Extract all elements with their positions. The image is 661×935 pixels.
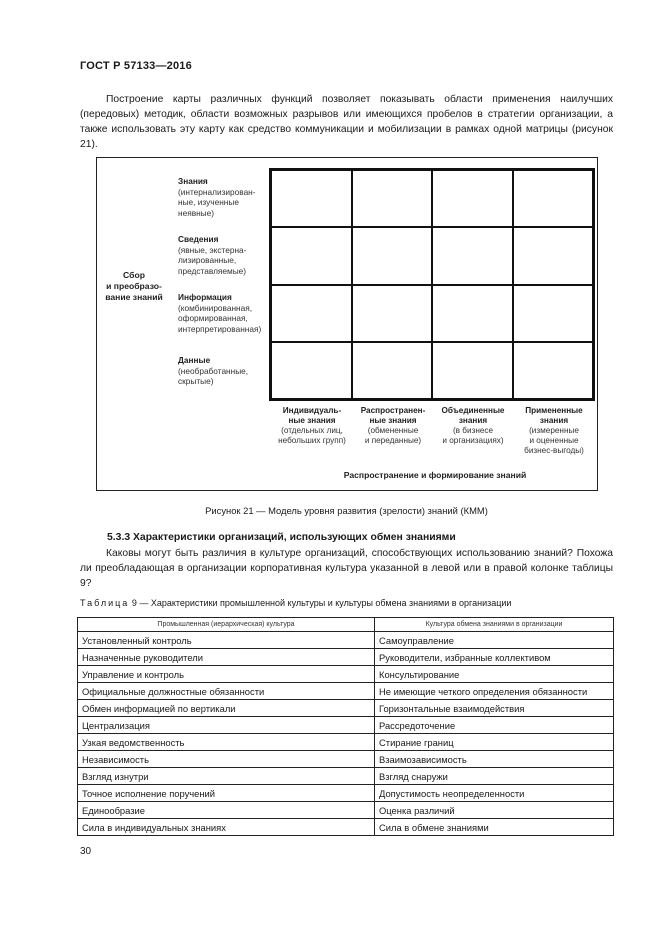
table-cell: Точное исполнение поручений — [78, 785, 375, 802]
table-cell: Взгляд изнутри — [78, 768, 375, 785]
table-cell: Установленный контроль — [78, 632, 375, 649]
row-label-information: Информация (комбинированная, оформированная, интерпретированная) — [178, 292, 262, 334]
grid-cell — [513, 170, 594, 227]
table-cell: Централизация — [78, 717, 375, 734]
grid-cell — [513, 285, 594, 342]
table-cell: Сила в обмене знаниями — [375, 819, 614, 836]
table-row — [78, 734, 614, 751]
table-row — [78, 802, 614, 819]
table-cell: Допустимость неопределенности — [375, 785, 614, 802]
maturity-grid — [269, 168, 595, 401]
col-label-combined: Объединенные знания (в бизнесе и организациях) — [441, 406, 505, 445]
table-row — [78, 666, 614, 683]
table-row — [78, 649, 614, 666]
table-cell: Независимость — [78, 751, 375, 768]
table-cell: Назначенные руководители — [78, 649, 375, 666]
figure-bottom-axis-label: Распространение и формирование знаний — [343, 470, 527, 480]
grid-cell — [513, 342, 594, 399]
row-label-knowledge: Знания (интернализирован- ные, изученные неявные) — [178, 176, 256, 218]
row-label-data: Данные (необработанные, скрытые) — [178, 355, 249, 386]
col-label-distributed: Распространен- ные знания (обмененные и переданные) — [360, 406, 426, 445]
grid-cell — [271, 342, 352, 399]
table-row — [78, 632, 614, 649]
table-cell: Руководители, избранные коллективом — [375, 649, 614, 666]
col-label-individual: Индивидуаль- ные знания (отдельных лиц, небольших групп) — [278, 406, 346, 445]
table-cell: Взгляд снаружи — [375, 768, 614, 785]
table-cell: Консультирование — [375, 666, 614, 683]
grid-cell — [432, 285, 513, 342]
grid-cell — [271, 227, 352, 284]
grid-cell — [352, 285, 433, 342]
table-row — [78, 683, 614, 700]
intro-paragraph: Построение карты различных функций позволяет показывать области применения наилучших (передовых) методик, области возможных разрывов или имеющихся пробелов в стратегии организации, а также использовать эту карту как средство коммуникации и мобилизации в рамках одной матрицы (рисунок 21). — [80, 94, 613, 150]
table-cell: Рассредоточение — [375, 717, 614, 734]
table-cell: Узкая ведомственность — [78, 734, 375, 751]
grid-cell — [352, 170, 433, 227]
page-header: ГОСТ Р 57133—2016 — [80, 60, 192, 72]
table-cell: Обмен информацией по вертикали — [78, 700, 375, 717]
table-cell: Оценка различий — [375, 802, 614, 819]
table-cell: Стирание границ — [375, 734, 614, 751]
table-row — [78, 751, 614, 768]
col-label-applied: Примененные знания (измеренные и оцененные бизнес-выгоды) — [524, 406, 584, 455]
figure-caption: Рисунок 21 — Модель уровня развития (зрелости) знаний (КММ) — [205, 505, 488, 516]
grid-cell — [432, 170, 513, 227]
table-header-cell: Промышленная (иерархическая) культура — [78, 618, 375, 632]
table-caption: Таблица 9 — Характеристики промышленной культуры и культуры обмена знаниями в организации — [80, 598, 512, 608]
table-row — [78, 768, 614, 785]
grid-cell — [271, 285, 352, 342]
section-paragraph: Каковы могут быть различия в культуре организаций, способствующих использованию знаний? Похожа ли преобладающая в организации корпоративная культура указанной в левой или в правой колонке таблицы 9? — [80, 548, 613, 589]
section-heading: 5.3.3 Характеристики организаций, использующих обмен знаниями — [107, 532, 456, 543]
table-row — [78, 785, 614, 802]
table-cell: Единообразие — [78, 802, 375, 819]
table-row — [78, 700, 614, 717]
table-cell: Официальные должностные обязанности — [78, 683, 375, 700]
culture-table — [77, 617, 614, 836]
table-row — [78, 819, 614, 836]
table-cell: Горизонтальные взаимодействия — [375, 700, 614, 717]
table-header-row — [78, 618, 614, 632]
figure-side-label: Сбор и преобразо- вание знаний — [105, 270, 163, 302]
grid-cell — [432, 227, 513, 284]
grid-cell — [352, 342, 433, 399]
grid-cell — [352, 227, 433, 284]
table-cell: Управление и контроль — [78, 666, 375, 683]
table-row — [78, 717, 614, 734]
page-number: 30 — [80, 846, 92, 857]
grid-cell — [513, 227, 594, 284]
table-cell: Самоуправление — [375, 632, 614, 649]
row-label-information-explicit: Сведения (явные, экстерна- лизированные, представляемые) — [178, 234, 247, 276]
table-cell: Не имеющие четкого определения обязанности — [375, 683, 614, 700]
table-cell: Взаимозависимость — [375, 751, 614, 768]
table-header-cell: Культура обмена знаниями в организации — [375, 618, 614, 632]
grid-cell — [432, 342, 513, 399]
grid-cell — [271, 170, 352, 227]
table-cell: Сила в индивидуальных знаниях — [78, 819, 375, 836]
